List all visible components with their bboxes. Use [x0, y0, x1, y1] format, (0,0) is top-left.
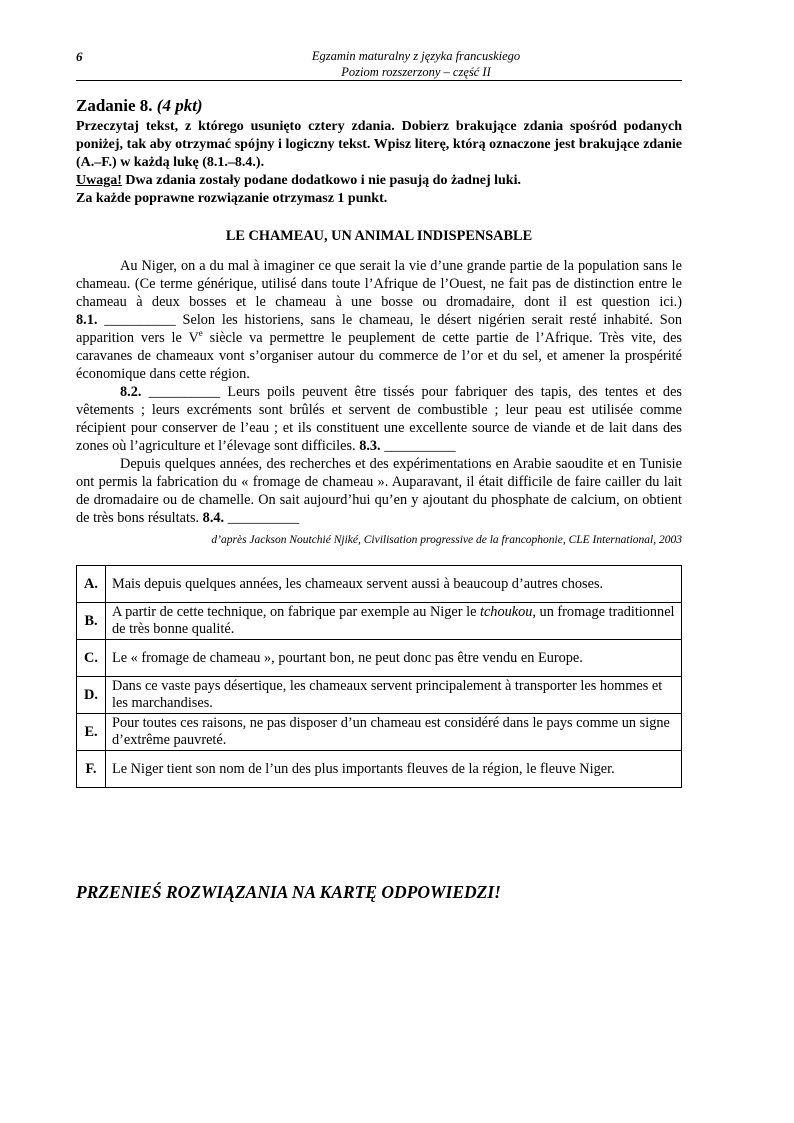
task-heading: [76, 96, 682, 116]
option-row-c: [77, 640, 682, 677]
task-title: Zadanie 8.: [76, 96, 153, 115]
gap-8-2-label: 8.2.: [120, 384, 142, 400]
option-letter: C.: [77, 640, 106, 677]
option-text: Le « fromage de chameau », pourtant bon, ne peut donc pas être vendu en Europe.: [106, 640, 682, 677]
scoring-text: Za każde poprawne rozwiązanie otrzymasz 1 punkt.: [76, 191, 388, 206]
option-text: Dans ce vaste pays désertique, les chameaux servent principalement à transporter les hommes et les marchandises.: [106, 677, 682, 714]
gap-8-1-label: 8.1.: [76, 312, 98, 328]
warning-line: [76, 172, 682, 190]
superscript-e: e: [198, 328, 203, 339]
option-letter: D.: [77, 677, 106, 714]
instruction-text: Przeczytaj tekst, z którego usunięto cztery zdania. Dobierz brakujące zdania spośród podanych poniżej, tak aby otrzymać spójny i logiczny tekst. Wpisz literę, którą oznaczone jest brakujące zdanie (A.–F.) w każdą lukę (8.1.–8.4.).: [76, 119, 682, 170]
gap-8-1-blank: __________: [97, 312, 183, 328]
option-letter: B.: [77, 603, 106, 640]
gap-8-4-blank: __________: [224, 510, 300, 526]
paragraph-3: [76, 455, 682, 527]
task-content: [76, 96, 682, 788]
gap-8-3-blank: __________: [380, 438, 456, 454]
gap-8-1: [76, 312, 183, 328]
option-b-text-before: A partir de cette technique, on fabrique par exemple au Niger le: [112, 604, 480, 620]
paragraph-1-text: Au Niger, on a du mal à imaginer ce que serait la vie d’une grande partie de la population sans le chameau. (Ce terme générique, utilisé dans toute l’Afrique de l’Ouest, ne fait pas de distinction entre le chameau à deux bosses et le chameau à une bosse ou dromadaire, dont il est question ici.): [76, 258, 682, 310]
task-instructions: [76, 118, 682, 208]
gap-8-3-label: 8.3.: [359, 438, 381, 454]
text-title: LE CHAMEAU, UN ANIMAL INDISPENSABLE: [225, 228, 533, 244]
paragraph-1: [76, 257, 682, 383]
answer-sheet-note: PRZENIEŚ ROZWIĄZANIA NA KARTĘ ODPOWIEDZI!: [76, 882, 501, 902]
paragraph-3-text: Depuis quelques années, des recherches et des expérimentations en Arabie saoudite et en Tunisie ont permis la fabrication du « fromage de chameau ». Auparavant, il était difficile de faire cailler du lait de dromadaire ou de chamelle. On sait aujourd’hui qu’en y ajoutant du phosphate de calcium, on obtient de très bons résultats.: [76, 456, 682, 526]
option-row-b: [77, 603, 682, 640]
paragraph-1-text-c: siècle va permettre le peuplement de cette partie de l’Afrique. Très vite, des caravanes de chameaux vont s’organiser autour du commerce de l’or et du sel, et amener la prospérité économique dans cette région.: [76, 330, 682, 382]
gap-8-2: [120, 384, 227, 400]
exam-level: Poziom rozszerzony – część II: [341, 65, 491, 79]
option-text: Pour toutes ces raisons, ne pas disposer d’un chameau est considéré dans le pays comme un signe d’extrême pauvreté.: [106, 714, 682, 751]
gap-8-3: [359, 438, 456, 454]
option-text: Le Niger tient son nom de l’un des plus importants fleuves de la région, le fleuve Niger.: [106, 751, 682, 788]
source-citation: d’après Jackson Noutchié Njiké, Civilisation progressive de la francophonie, CLE International, 2003: [211, 534, 682, 546]
paragraph-2-text: Leurs poils peuvent être tissés pour fabriquer des tapis, des tentes et des vêtements ; leurs excréments sont brûlés et servent de combustible ; leur peau est utilisée comme récipient pour conserver de l’eau ; et ils constituent une excellente source de viande et de lait dans des zones où l’agriculture et l’élevage sont difficiles.: [76, 384, 682, 454]
paragraph-2: [76, 383, 682, 455]
options-table: [76, 565, 682, 788]
exam-title: Egzamin maturalny z języka francuskiego: [311, 49, 521, 63]
option-row-d: [77, 677, 682, 714]
option-row-f: [77, 751, 682, 788]
header-divider: [76, 80, 682, 81]
option-b-text-after: , un fromage traditionnel de très bonne qualité.: [112, 604, 675, 637]
gap-8-2-blank: __________: [141, 384, 228, 400]
option-row-a: [77, 566, 682, 603]
option-b-italic-word: tchoukou: [479, 604, 533, 620]
option-text: [106, 603, 682, 640]
option-letter: E.: [77, 714, 106, 751]
option-row-e: [77, 714, 682, 751]
warning-text: Dwa zdania zostały podane dodatkowo i nie pasują do żadnej luki.: [121, 173, 521, 188]
warning-label: Uwaga!: [76, 173, 122, 188]
option-letter: F.: [77, 751, 106, 788]
task-points: (4 pkt): [156, 96, 203, 115]
option-text: Mais depuis quelques années, les chameaux servent aussi à beaucoup d’autres choses.: [106, 566, 682, 603]
page-header: [150, 48, 682, 80]
gap-8-4: [203, 510, 300, 526]
paragraph-1-text-b: Selon les historiens, sans le chameau, le désert nigérien serait resté inhabité. Son apparition vers le V: [76, 312, 682, 346]
gap-8-4-label: 8.4.: [202, 510, 225, 526]
option-letter: A.: [77, 566, 106, 603]
page-number: 6: [76, 49, 83, 64]
